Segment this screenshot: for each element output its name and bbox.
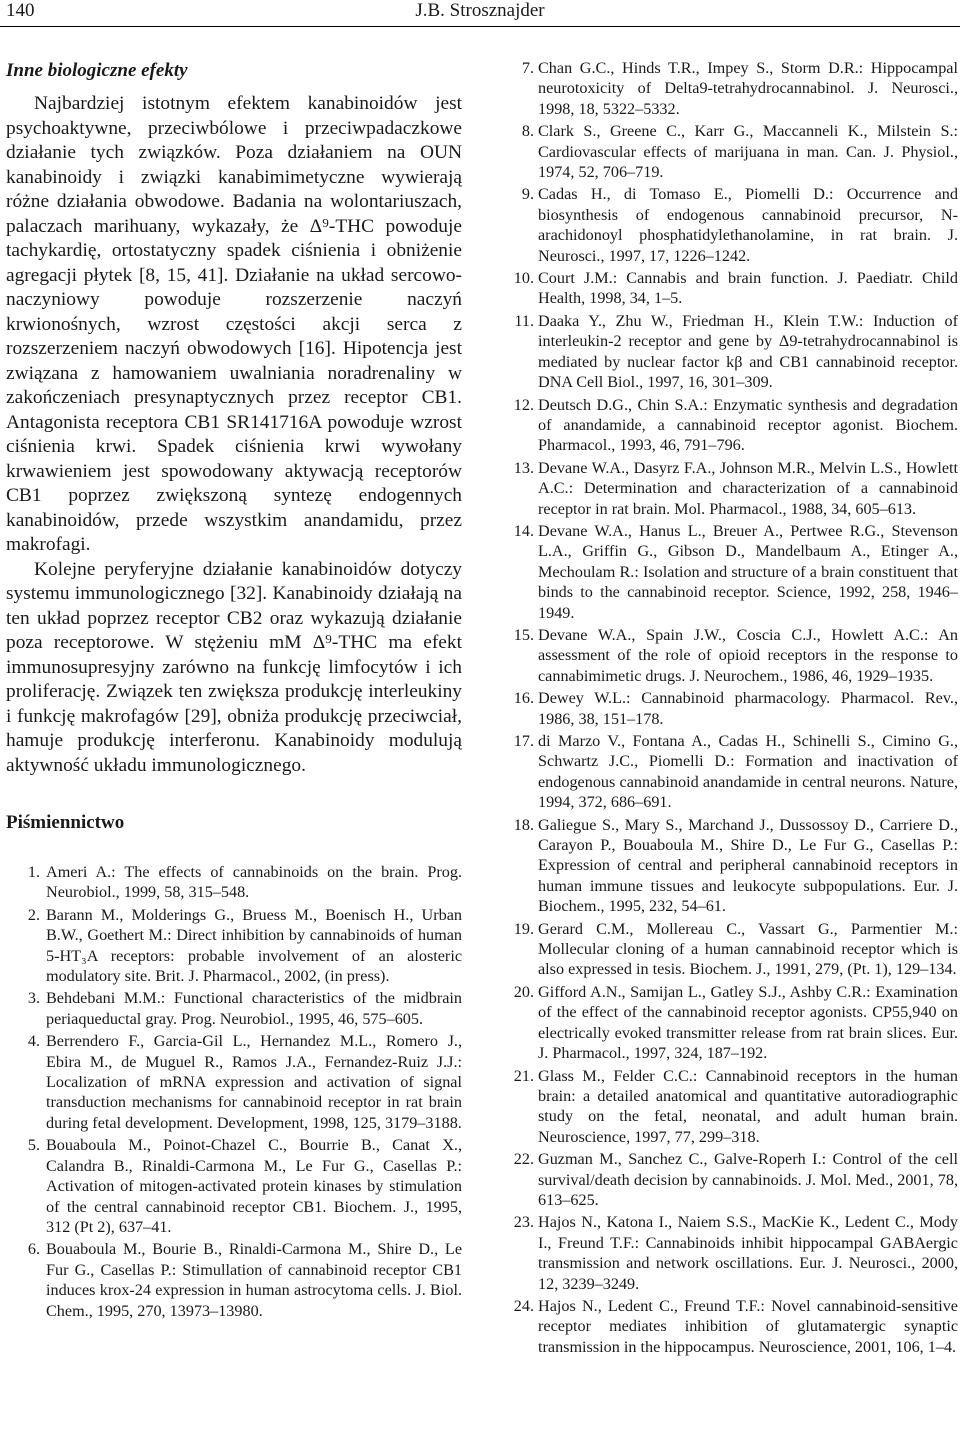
reference-item — [500, 184, 958, 266]
reference-text: Berrendero F., Garcia-Gil L., Hernandez M.L., Romero J., Ebira M., de Muguel R., Ramos J.A., Fernandez-Ruiz J.J.: Localization of mRNA expression and activation of signal transduction mechanisms for cannabinoid receptor in rat brain during fetal development. Development, 1998, 125, 3179–3188. — [46, 1032, 462, 1132]
reference-number: 16. — [513, 689, 534, 708]
reference-item — [500, 1212, 958, 1294]
reference-text: Dewey W.L.: Cannabinoid pharmacology. Pharmacol. Rev., 1986, 38, 151–178. — [538, 689, 958, 728]
reference-text: Court J.M.: Cannabis and brain function. J. Paediatr. Child Health, 1998, 34, 1–5. — [538, 269, 958, 308]
reference-number: 2. — [27, 905, 40, 924]
left-column — [6, 60, 462, 1323]
reference-text: Devane W.A., Dasyrz F.A., Johnson M.R., Melvin L.S., Howlett A.C.: Determination and characterization of a cannabinoid receptor in rat brain. Mol. Pharmacol., 1988, 34, 605–613. — [538, 458, 958, 518]
references-heading: Piśmiennictwo — [6, 812, 125, 833]
reference-text: Hajos N., Ledent C., Freund T.F.: Novel cannabinoid-sensitive receptor mediates inhibition of glutamatergic synaptic transmission in the hippocampus. Neuroscience, 2001, 106, 1–4. — [538, 1296, 958, 1356]
reference-number: 13. — [513, 458, 534, 477]
reference-item — [500, 121, 958, 182]
reference-text: Deutsch D.G., Chin S.A.: Enzymatic synthesis and degradation of anandamide, a cannabinoid receptor agonist. Biochem. Pharmacol., 1993, 46, 791–796. — [538, 395, 958, 455]
reference-number: 5. — [27, 1136, 40, 1155]
reference-text: Chan G.C., Hinds T.R., Impey S., Storm D.R.: Hippocampal neurotoxicity of Delta9-tetrahydrocannabinol. J. Neurosci., 1998, 18, 5322–5332. — [538, 59, 958, 118]
reference-number: 1. — [27, 863, 40, 881]
page-number: 140 — [6, 0, 35, 21]
reference-number: 15. — [513, 625, 534, 644]
reference-number: 23. — [513, 1213, 534, 1232]
reference-number: 21. — [513, 1066, 534, 1085]
reference-text: Ameri A.: The effects of cannabinoids on the brain. Prog. Neurobiol., 1999, 58, 315–548. — [46, 863, 462, 902]
section-heading: Inne biologiczne efekty — [6, 60, 188, 81]
right-column — [500, 58, 958, 1359]
reference-item — [500, 1066, 958, 1148]
reference-item — [500, 688, 958, 729]
references-list-left — [6, 862, 462, 1321]
reference-text: Galiegue S., Mary S., Marchand J., Dussossoy D., Carriere D., Carayon P., Bouaboula M., Shire D., Le Fur G., Casellas P.: Expression of central and peripheral cannabinoid receptors in human immune tissues and leukocyte subpopulations. Eur. J. Biochem., 1995, 232, 54–61. — [538, 815, 958, 916]
reference-text: Bouaboula M., Bourie B., Rinaldi-Carmona M., Shire D., Le Fur G., Casellas P.: Stimullation of cannabinoid receptor CB1 induces krox-24 expression in human astrocytoma cells. J. Biol. Chem., 1995, 270, 13973–13980. — [46, 1240, 462, 1320]
reference-number: 4. — [27, 1032, 40, 1051]
reference-number: 17. — [513, 732, 534, 750]
reference-item — [500, 458, 958, 519]
reference-text: Gerard C.M., Mollereau C., Vassart G., Parmentier M.: Mollecular cloning of a human cannabinoid receptor which is also expressed in tesis. Biochem. J., 1991, 279, (Pt. 1), 129–134. — [538, 919, 958, 979]
reference-item — [500, 58, 958, 119]
reference-item — [6, 1135, 462, 1237]
reference-text: Hajos N., Katona I., Naiem S.S., MacKie K., Ledent C., Mody I., Freund T.F.: Cannabinoids inhibit hippocampal GABAergic transmission and network oscillations. Eur. J. Neurosci., 2000, 12, 3239–3249. — [538, 1213, 958, 1293]
reference-number: 20. — [513, 982, 534, 1001]
reference-item — [500, 395, 958, 456]
reference-item — [500, 982, 958, 1064]
reference-item — [500, 919, 958, 980]
reference-item — [500, 521, 958, 623]
reference-number: 10. — [513, 269, 534, 288]
reference-item — [6, 1239, 462, 1321]
reference-item — [6, 862, 462, 903]
reference-item — [500, 731, 958, 813]
reference-item — [500, 625, 958, 686]
reference-item — [500, 815, 958, 917]
reference-text: Daaka Y., Zhu W., Friedman H., Klein T.W.: Induction of interleukin-2 receptor and gene by Δ9-tetrahydrocannabinol is mediated by nuclear factor kβ and CB1 cannabinoid receptor. DNA Cell Biol., 1997, 16, 301–309. — [538, 311, 958, 392]
references-list-right — [500, 58, 958, 1357]
reference-text: Gifford A.N., Samijan L., Gatley S.J., Ashby C.R.: Examination of the effect of the cannabinoid receptor agonists. CP55,940 on electrically evoked transmitter release from rat brain slices. Eur. J. Pharmacol., 1997, 324, 187–192. — [538, 982, 958, 1063]
reference-number: 9. — [521, 185, 534, 204]
reference-item — [500, 1296, 958, 1357]
reference-number: 22. — [513, 1150, 534, 1169]
reference-item — [6, 905, 462, 987]
reference-text: Cadas H., di Tomaso E., Piomelli D.: Occurrence and biosynthesis of endogenous cannabinoid precursor, N-arachidonoyl phosphatidylethanolamine, in rat brain. J. Neurosci., 1997, 17, 1226–1242. — [538, 185, 958, 265]
reference-number: 7. — [521, 59, 534, 77]
reference-number: 18. — [513, 815, 534, 834]
reference-text: Devane W.A., Spain J.W., Coscia C.J., Howlett A.C.: An assessment of the role of opioid receptors in the response to cannabimimetic drugs. J. Neurochem., 1986, 46, 1929–1935. — [538, 625, 958, 685]
reference-number: 12. — [513, 395, 534, 414]
reference-text: Barann M., Molderings G., Bruess M., Boenisch H., Urban B.W., Goethert M.: Direct inhibition by cannabinoids of human 5-HT₃A receptors: probable involvement of an alosteric modulatory site. Brit. J. Pharmacol., 2002, (in press). — [46, 905, 462, 986]
reference-item — [6, 988, 462, 1029]
body-paragraph-2: Kolejne peryferyjne działanie kanabinoidów dotyczy systemu immunologicznego [32]. Kanabinoidy działają na ten układ poprzez receptor CB2 oraz wykazują działanie poza receptorowe. W stężeniu mM Δ⁹-THC ma efekt immunosupresyjny zarówno na funkcję limfocytów i ich proliferację. Związek ten zwiększa produkcję interleukiny i funkcję makrofagów [29], obniża produkcję przeciwciał, hamuje produkcję interferonu. Kanabinoidy modulują aktywność układu immunologicznego. — [6, 558, 462, 776]
reference-number: 6. — [27, 1240, 40, 1259]
reference-number: 11. — [514, 311, 534, 330]
reference-item — [6, 1031, 462, 1133]
reference-item — [500, 268, 958, 309]
reference-text: Guzman M., Sanchez C., Galve-Roperh I.: Control of the cell survival/death decision by cannabinoids. J. Mol. Med., 2001, 78, 613–625. — [538, 1150, 958, 1209]
reference-item — [500, 311, 958, 393]
reference-number: 8. — [521, 122, 534, 141]
reference-text: di Marzo V., Fontana A., Cadas H., Schinelli S., Cimino G., Schwartz J.C., Piomelli D.: Formation and inactivation of endogenous cannabinoid anandamide in central neurons. Nature, 1994, 372, 686–691. — [538, 732, 958, 812]
reference-number: 14. — [513, 521, 534, 540]
reference-item — [500, 1149, 958, 1210]
reference-text: Behdebani M.M.: Functional characteristics of the midbrain periaqueductal gray. Prog. Neurobiol., 1995, 46, 575–605. — [46, 989, 462, 1028]
reference-text: Clark S., Greene C., Karr G., Maccanneli K., Milstein S.: Cardiovascular effects of marijuana in man. Can. J. Physiol., 1974, 52, 706–719. — [538, 122, 958, 182]
page-header — [0, 0, 960, 27]
reference-number: 19. — [513, 919, 534, 938]
body-paragraph-1: Najbardziej istotnym efektem kanabinoidów jest psychoaktywne, przeciwbólowe i przeciwpadaczkowe działanie tych związków. Poza działaniem na OUN kanabinoidy i związki kanabimimetyczne wywierają różne działania obwodowe. Badania na wolontariuszach, palaczach marihuany, wykazały, że Δ⁹-THC powoduje tachykardię, ortostatyczny spadek ciśnienia i obniżenie agregacji płytek [8, 15, 41]. Działanie na układ sercowo-naczyniowy powoduje rozszerzenie naczyń krwionośnych, wzrost częstości akcji serca z rozszerzeniem naczyń obwodowych [16]. Hipotencja jest związana z hamowaniem uwalniania noradrenaliny w zakończeniach presynaptycznych przez receptor CB1. Antagonista receptora CB1 SR141716A powoduje wzrost ciśnienia krwi. Spadek ciśnienia krwi wywołany krwawieniem jest spowodowany aktywacją receptorów CB1 poprzez zwiększoną syntezę endogennych kanabinoidów, przede wszystkim anandamidu, przez makrofagi. — [6, 93, 462, 555]
reference-text: Devane W.A., Hanus L., Breuer A., Pertwee R.G., Stevenson L.A., Griffin G., Gibson D., Mandelbaum A., Etinger A., Mechoulam R.: Isolation and structure of a brain constituent that binds to the cannabinoid receptor. Science, 1992, 258, 1946–1949. — [538, 521, 958, 622]
reference-number: 24. — [513, 1296, 534, 1315]
running-head: J.B. Strosznajder — [415, 0, 545, 21]
reference-number: 3. — [27, 989, 40, 1008]
reference-text: Bouaboula M., Poinot-Chazel C., Bourrie B., Canat X., Calandra B., Rinaldi-Carmona M., Le Fur G., Casellas P.: Activation of mitogen-activated protein kinases by stimulation of the central cannabinoid receptor CB1. Biochem. J., 1995, 312 (Pt 2), 637–41. — [46, 1136, 462, 1236]
reference-text: Glass M., Felder C.C.: Cannabinoid receptors in the human brain: a detailed anatomical and quantitative autoradiographic study on the fetal, neonatal, and adult human brain. Neuroscience, 1997, 77, 299–318. — [538, 1066, 958, 1146]
